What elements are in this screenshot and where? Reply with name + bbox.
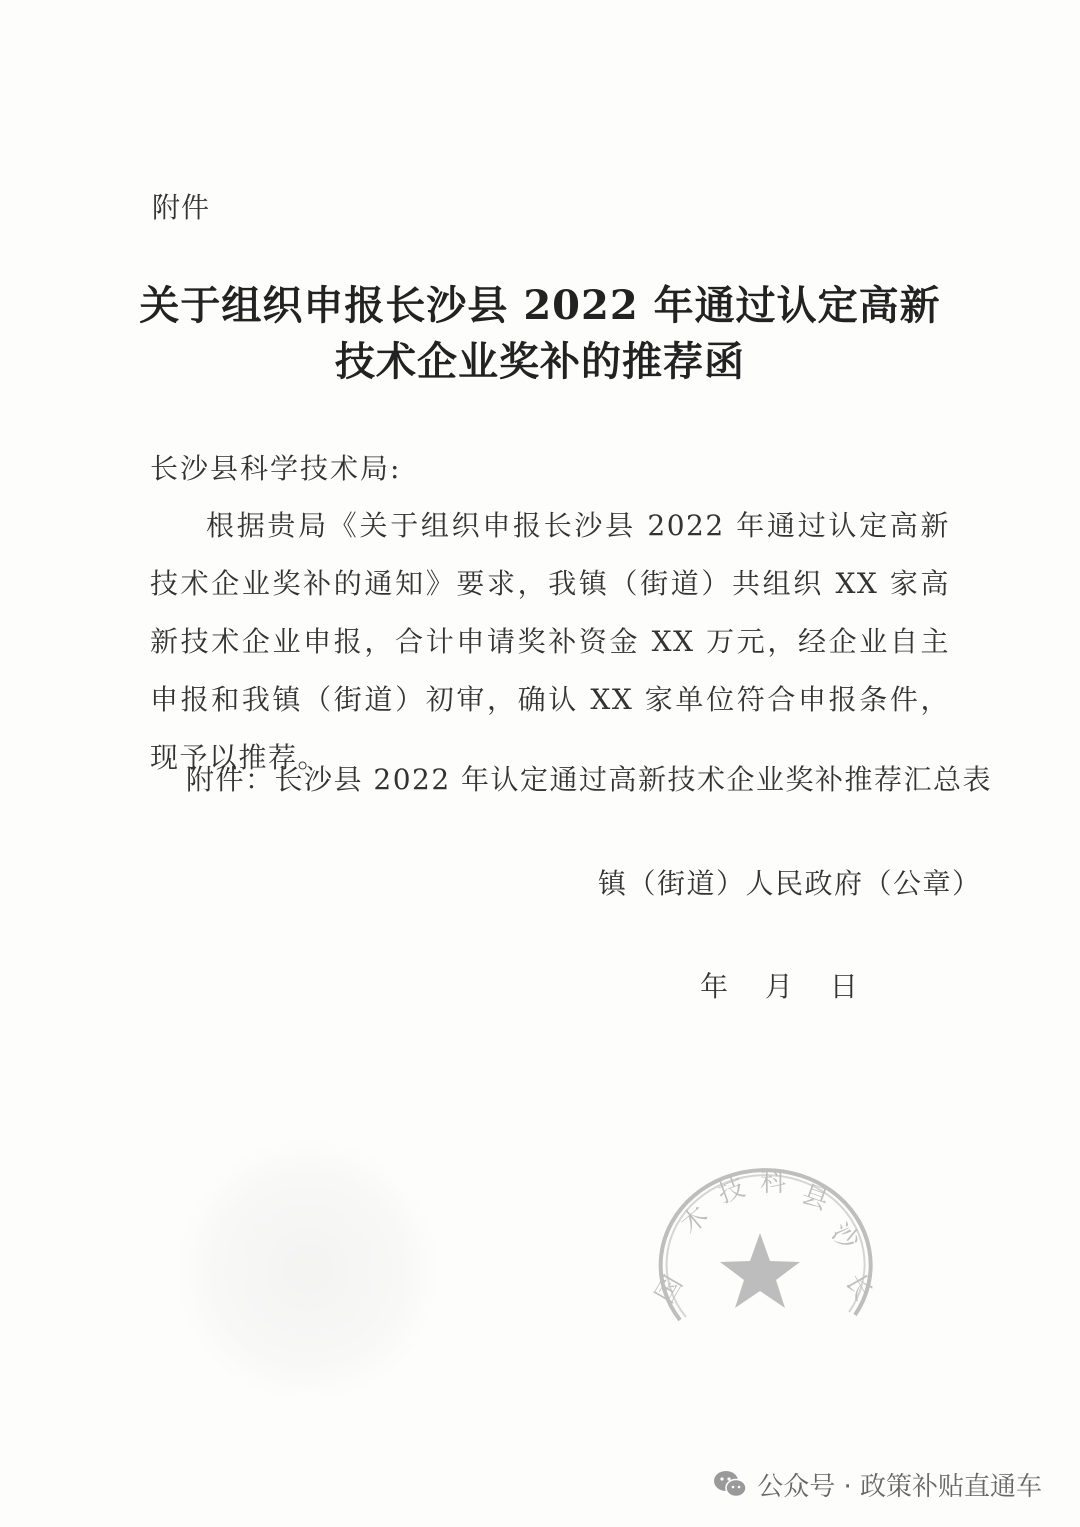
svg-text:长: 长 <box>838 1268 878 1307</box>
svg-text:木: 木 <box>675 1200 715 1241</box>
date-line: 年 月 日 <box>700 970 858 1003</box>
footer-text: 公众号 · 政策补贴直通车 <box>757 1471 1042 1502</box>
title-line-1: 关于组织申报长沙县 2022 年通过认定高新 <box>139 282 941 329</box>
footer-watermark <box>713 1464 1042 1504</box>
attachment-reference: 附件：长沙县 2022 年认定通过高新技术企业奖补推荐汇总表 <box>186 763 993 796</box>
body-paragraph-text: 根据贵局《关于组织申报长沙县 2022 年通过认定高新技术企业奖补的通知》要求，我镇（街道）共组织 XX 家高新技术企业申报，合计申请奖补资金 XX 万元，经企业自主申报和我镇（街道）初审，确认 XX 家单位符合申报条件，现予以推荐。 <box>150 509 950 774</box>
svg-text:科: 科 <box>760 1168 787 1198</box>
svg-text:县: 县 <box>797 1179 833 1217</box>
faint-stamp-mark <box>178 1140 438 1400</box>
attachment-label: 附件 <box>152 191 211 224</box>
body-paragraph <box>150 497 950 787</box>
svg-text:国: 国 <box>650 1270 690 1309</box>
wechat-icon <box>713 1469 747 1499</box>
svg-text:沙: 沙 <box>825 1217 865 1258</box>
document-title <box>0 278 1080 390</box>
title-line-2: 技术企业奖补的推荐函 <box>335 338 745 385</box>
official-seal-icon <box>640 1145 880 1365</box>
signatory: 镇（街道）人民政府（公章） <box>598 867 982 900</box>
svg-text:技: 技 <box>714 1172 749 1210</box>
salutation: 长沙县科学技术局: <box>150 452 402 485</box>
